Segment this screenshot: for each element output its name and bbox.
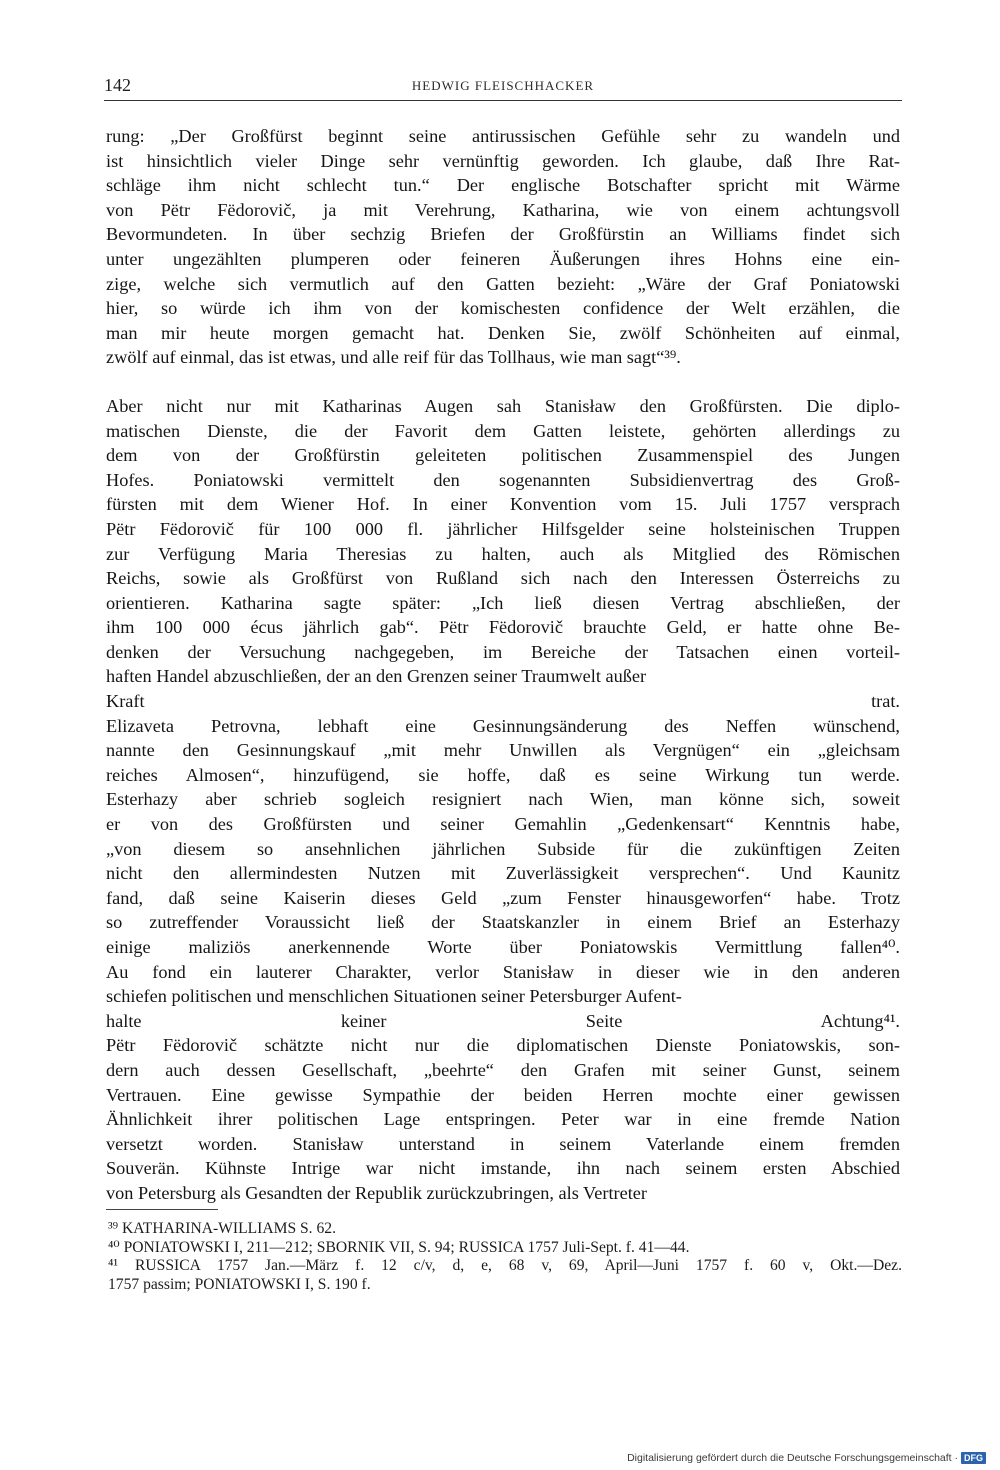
text-line: dern auch dessen Gesellschaft, „beehrte“ den Grafen mit seiner Gunst, seinem: [106, 1059, 900, 1080]
running-head: HEDWIG FLEISCHHACKER: [411, 78, 595, 93]
text-line: ihm 100 000 écus jährlich gab“. Pëtr Fëdorovič brauchte Geld, er hatte ohne Be-: [106, 617, 900, 638]
footnote-line: ³⁹ KATHARINA-WILLIAMS S. 62.: [108, 1220, 336, 1237]
footnote-line: 1757 passim; PONIATOWSKI I, S. 190 f.: [108, 1275, 371, 1293]
text-line: hier, so würde ich ihm von der komischesten confidence der Welt erzählen, die: [106, 298, 900, 319]
text-line: haften Handel abzuschließen, der an den Grenzen seiner Traumwelt außer: [106, 666, 647, 687]
text-line: matischen Dienste, die der Favorit dem Gatten leistete, gehörten allerdings zu: [106, 420, 900, 441]
text-line: halte keiner Seite Achtung⁴¹.: [106, 1010, 900, 1031]
page-number: 142: [104, 75, 131, 95]
footnote-rule: [106, 1209, 218, 1210]
text-line: Aber nicht nur mit Katharinas Augen sah Stanisław den Großfürsten. Die diplo-: [106, 395, 900, 416]
paragraph-gap: [106, 370, 900, 394]
text-line: Elizaveta Petrovna, lebhaft eine Gesinnungsänderung des Neffen wünschend,: [106, 715, 900, 736]
text-line: zige, welche sich vermutlich auf den Gatten bezieht: „Wäre der Graf Poniatowski: [106, 273, 900, 294]
text-line: einige maliziös anerkennende Worte über Poniatowskis Vermittlung fallen⁴⁰.: [106, 937, 900, 957]
page-header: [104, 74, 902, 96]
text-line: dem von der Großfürstin geleiteten politischen Zusammenspiel des Jungen: [106, 445, 900, 466]
text-line: nannte den Gesinnungskauf „mit mehr Unwillen als Vergnügen“ ein „gleichsam: [106, 740, 900, 761]
text-line: Pëtr Fëdorovič schätzte nicht nur die diplomatischen Dienste Poniatowskis, son-: [106, 1035, 900, 1056]
text-line: von Pëtr Fëdorovič, ja mit Verehrung, Katharina, wie von einem achtungsvoll: [106, 199, 900, 220]
text-line: schiefen politischen und menschlichen Situationen seiner Petersburger Aufent-: [106, 986, 682, 1007]
footnotes: [108, 1220, 902, 1294]
text-line: Kraft trat.: [106, 691, 900, 712]
text-line: er von des Großfürsten und seiner Gemahlin „Gedenkensart“ Kenntnis habe,: [106, 814, 900, 835]
text-line: zwölf auf einmal, das ist etwas, und alle reif für das Tollhaus, wie man sagt“³⁹.: [106, 347, 681, 368]
digitization-credit: [627, 1451, 986, 1465]
digitization-credit-text: Digitalisierung gefördert durch die Deutsche Forschungsgemeinschaft ·: [627, 1452, 958, 1464]
text-line: orientieren. Katharina sagte später: „Ich ließ diesen Vertrag abschließen, der: [106, 592, 900, 613]
text-line: versetzt worden. Stanisław unterstand in seinem Vaterlande einem fremden: [106, 1133, 900, 1154]
text-line: reiches Almosen“, hinzufügend, sie hoffe, daß es seine Wirkung tun werde.: [106, 764, 900, 785]
text-line: man mir heute morgen gemacht hat. Denken Sie, zwölf Schönheiten auf einmal,: [106, 322, 900, 343]
text-line: Vertrauen. Eine gewisse Sympathie der beiden Herren mochte einer gewissen: [106, 1084, 900, 1105]
text-line: fürsten mit dem Wiener Hof. In einer Konvention vom 15. Juli 1757 versprach: [106, 494, 900, 515]
text-line: Bevormundeten. In über sechzig Briefen der Großfürstin an Williams findet sich: [106, 224, 900, 245]
text-line: unter ungezählten plumperen oder feineren Äußerungen ihres Hohns eine ein-: [106, 248, 900, 269]
text-line: rung: „Der Großfürst beginnt seine antirussischen Gefühle sehr zu wandeln und: [106, 126, 900, 146]
text-line: Hofes. Poniatowski vermittelt den sogenannten Subsidienvertrag des Groß-: [106, 469, 900, 490]
text-line: so zutreffender Voraussicht ließ der Staatskanzler in einem Brief an Esterhazy: [106, 912, 900, 933]
footnote-line: ⁴⁰ PONIATOWSKI I, 211—212; SBORNIK VII, S. 94; RUSSICA 1757 Juli-Sept. f. 41—44.: [108, 1238, 690, 1256]
text-line: denken der Versuchung nachgegeben, im Bereiche der Tatsachen einen vorteil-: [106, 641, 900, 662]
dfg-logo: DFG: [961, 1452, 986, 1464]
text-line: Esterhazy aber schrieb sogleich resigniert nach Wien, man könne sich, soweit: [106, 789, 900, 810]
text-line: zur Verfügung Maria Theresias zu halten, auch als Mitglied des Römischen: [106, 543, 900, 564]
text-line: Au fond ein lauterer Charakter, verlor Stanisław in dieser wie in den anderen: [106, 961, 900, 982]
text-line: ist hinsichtlich vieler Dinge sehr vernünftig geworden. Ich glaube, daß Ihre Rat-: [106, 150, 900, 171]
header-rule: [104, 100, 902, 101]
text-line: Souverän. Kühnste Intrige war nicht imstande, ihn nach seinem ersten Abschied: [106, 1158, 900, 1179]
text-line: Reichs, sowie als Großfürst von Rußland sich nach den Interessen Österreichs zu: [106, 568, 900, 589]
body-text: [106, 124, 900, 1206]
text-line: Pëtr Fëdorovič für 100 000 fl. jährlicher Hilfsgelder seine holsteinischen Truppen: [106, 518, 900, 539]
text-line: Ähnlichkeit ihrer politischen Lage entspringen. Peter war in eine fremde Nation: [106, 1109, 900, 1130]
footnote-line: ⁴¹ RUSSICA 1757 Jan.—März f. 12 c/v, d, e, 68 v, 69, April—Juni 1757 f. 60 v, Okt.—Dez.: [108, 1257, 902, 1275]
text-line: von Petersburg als Gesandten der Republik zurückzubringen, als Vertreter: [106, 1182, 648, 1203]
text-line: fand, daß seine Kaiserin dieses Geld „zum Fenster hinausgeworfen“ habe. Trotz: [106, 887, 900, 908]
text-line: schläge ihm nicht schlecht tun.“ Der englische Botschafter spricht mit Wärme: [106, 175, 900, 196]
text-line: nicht den allermindesten Nutzen mit Zuverlässigkeit versprechen“. Und Kaunitz: [106, 863, 900, 884]
text-line: „von diesem so ansehnlichen jährlichen Subside für die zukünftigen Zeiten: [106, 838, 900, 859]
